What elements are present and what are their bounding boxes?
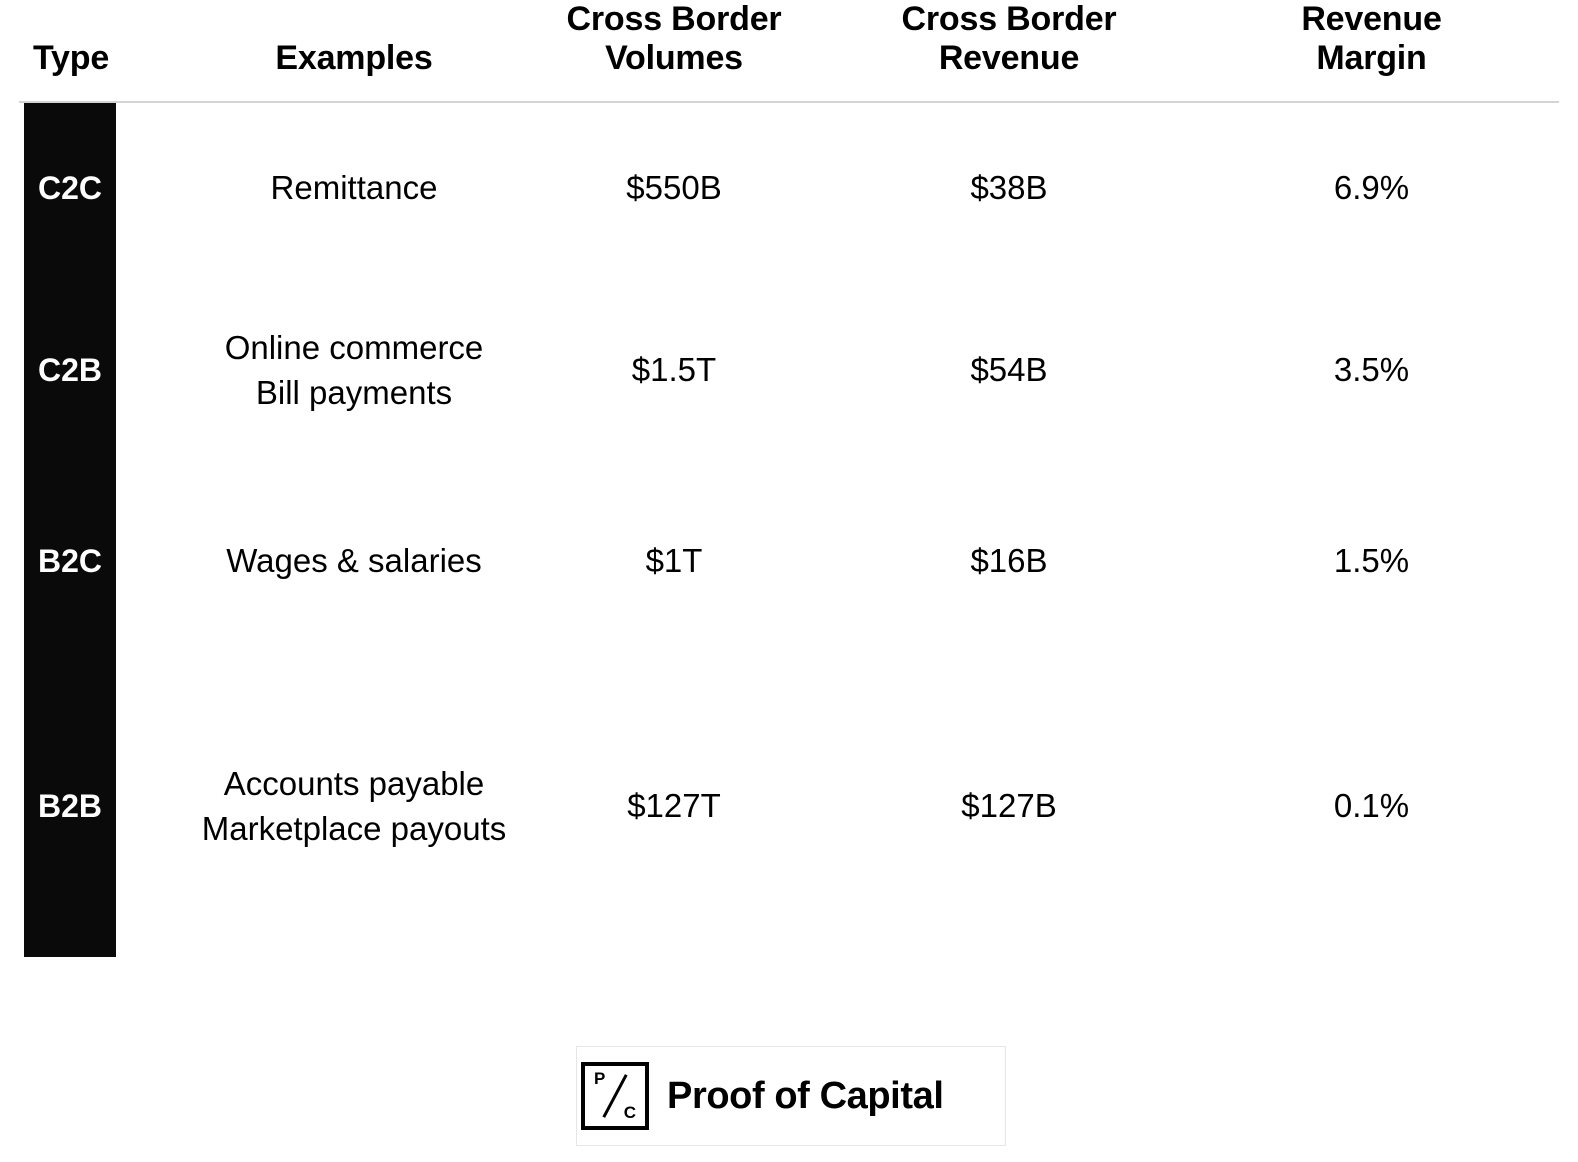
logo-mark-top-letter: P <box>594 1069 606 1088</box>
type-cell <box>19 275 194 467</box>
type-cell <box>19 657 194 957</box>
column-header-margin-line-1: Revenue <box>1301 0 1442 38</box>
cross-border-revenue-cell: $16B <box>970 542 1048 580</box>
revenue-margin-cell: 3.5% <box>1333 351 1410 389</box>
logo-wordmark: Proof of Capital <box>667 1074 944 1117</box>
column-header-volumes-line-2: Volumes <box>605 39 743 78</box>
table-body <box>19 102 1559 957</box>
column-header-type <box>19 0 194 102</box>
table-row <box>19 275 1559 467</box>
type-badge-c2b: C2B <box>24 275 116 467</box>
column-header-examples-line-1: Examples <box>275 39 433 78</box>
type-cell <box>19 102 194 275</box>
example-line: Wages & salaries <box>226 542 482 580</box>
cross-border-revenue-cell: $54B <box>970 351 1048 389</box>
type-badge-b2c: B2C <box>24 467 116 657</box>
column-header-revenue-line-2: Revenue <box>938 39 1080 78</box>
column-header-revenue-margin <box>1184 0 1559 102</box>
cross-border-volumes-cell: $550B <box>626 169 722 207</box>
column-header-type-line-1: Type <box>33 39 110 78</box>
revenue-margin-cell: 6.9% <box>1333 169 1410 207</box>
examples-cell <box>194 102 514 275</box>
table-row <box>19 657 1559 957</box>
cross-border-volumes-cell: $127T <box>627 787 721 825</box>
column-header-cross-border-volumes <box>514 0 834 102</box>
table-row <box>19 102 1559 275</box>
column-header-cross-border-revenue <box>834 0 1184 102</box>
header-row <box>19 0 1559 102</box>
cross-border-volumes-cell: $1.5T <box>631 351 717 389</box>
revenue-margin-cell: 0.1% <box>1333 787 1410 825</box>
type-badge-b2b: B2B <box>24 657 116 957</box>
type-cell <box>19 467 194 657</box>
cross-border-revenue-cell: $127B <box>961 787 1057 825</box>
column-header-examples <box>194 0 514 102</box>
proof-of-capital-mark-icon <box>581 1062 649 1130</box>
table-row <box>19 467 1559 657</box>
column-header-volumes-line-1: Cross Border <box>566 0 782 38</box>
cross-border-volumes-cell: $1T <box>645 542 703 580</box>
column-header-margin-line-2: Margin <box>1316 39 1427 78</box>
type-badge-c2c: C2C <box>24 103 116 275</box>
example-line: Marketplace payouts <box>201 809 507 847</box>
examples-cell <box>194 467 514 657</box>
matrix-table <box>19 0 1559 957</box>
example-line: Accounts payable <box>223 765 485 802</box>
table-header <box>19 0 1559 102</box>
revenue-margin-cell: 1.5% <box>1333 542 1410 580</box>
cross-border-revenue-cell: $38B <box>970 169 1048 207</box>
examples-cell <box>194 657 514 957</box>
logo-mark-bottom-letter: C <box>623 1103 636 1122</box>
column-header-revenue-line-1: Cross Border <box>901 0 1117 38</box>
example-line: Remittance <box>270 169 438 207</box>
example-line: Bill payments <box>255 373 453 411</box>
examples-cell <box>194 275 514 467</box>
proof-of-capital-logo <box>576 1046 1006 1146</box>
example-line: Online commerce <box>224 329 484 366</box>
